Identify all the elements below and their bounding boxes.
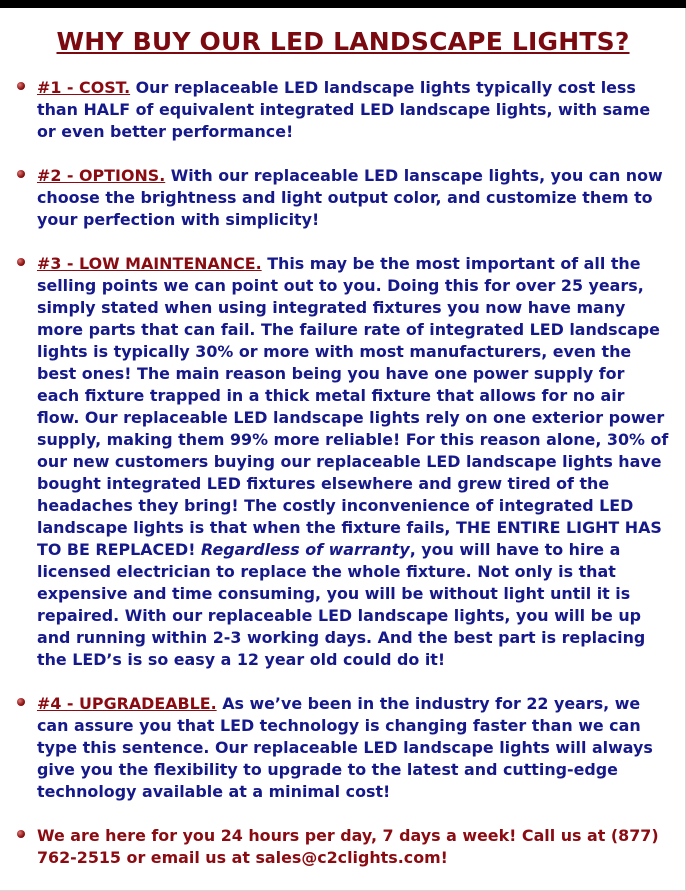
item-text-after: , you will have to hire a licensed electrician to replace the whole fixture. Not only is that expensive and time consuming, you will be without light until it is repaired. With our replaceable LED landscape lights, you will be up and running within 2-3 working days. And the best part is replacing the LED’s is so easy a 12 year old could do it! <box>37 540 646 669</box>
bullet-icon <box>17 258 25 266</box>
item-heading: #4 - UPGRADEABLE. <box>37 694 217 713</box>
contact-text: We are here for you 24 hours per day, 7 days a week! Call us at (877) 762-2515 or email us at sales@c2clights.com! <box>37 826 659 867</box>
bullet-icon <box>17 830 25 838</box>
bullet-icon <box>17 698 25 706</box>
item-heading: #1 - COST. <box>37 78 131 97</box>
page-title: WHY BUY OUR LED LANDSCAPE LIGHTS? <box>56 27 630 56</box>
item-text: This may be the most important of all the selling points we can point out to you. Doing this for over 25 years, simply stated when using integrated fixtures you now have many more parts that can fail. The failure rate of integrated LED landscape lights is typically 30% or more with most manufacturers, even the best ones! The main reason being you have one power supply for each fixture trapped in a thick metal fixture that allows for no air flow. Our replaceable LED landscape lights rely on one exterior power supply, making them 99% more reliable! For this reason alone, 30% of our new customers buying our replaceable LED landscape lights have bought integrated LED fixtures elsewhere and grew tired of the headaches they bring! The costly inconvenience of integrated LED landscape lights is that when the fixture fails, THE ENTIRE LIGHT HAS TO BE REPLACED! <box>37 254 669 559</box>
item-heading: #3 - LOW MAINTENANCE. <box>37 254 262 273</box>
reasons-list <box>0 77 686 891</box>
bullet-icon <box>17 82 25 90</box>
list-item-upgradeable <box>0 693 686 803</box>
item-text: As we’ve been in the industry for 22 years, we can assure you that LED technology is changing faster than we can type this sentence. Our replaceable LED landscape lights will always give you the flexibility to upgrade to the latest and cutting-edge technology available at a minimal cost! <box>37 694 653 801</box>
item-heading: #2 - OPTIONS. <box>37 166 166 185</box>
item-italic-text: Regardless of warranty <box>201 540 410 559</box>
list-item-contact <box>0 825 686 869</box>
top-border <box>0 0 686 8</box>
bullet-icon <box>17 170 25 178</box>
item-text: With our replaceable LED lanscape lights, you can now choose the brightness and light output color, and customize them to your perfection with simplicity! <box>37 166 663 229</box>
item-text: Our replaceable LED landscape lights typically cost less than HALF of equivalent integrated LED landscape lights, with same or even better performance! <box>37 78 651 141</box>
list-item-cost <box>0 77 686 143</box>
list-item-low-maintenance <box>0 253 686 671</box>
list-item-options <box>0 165 686 231</box>
